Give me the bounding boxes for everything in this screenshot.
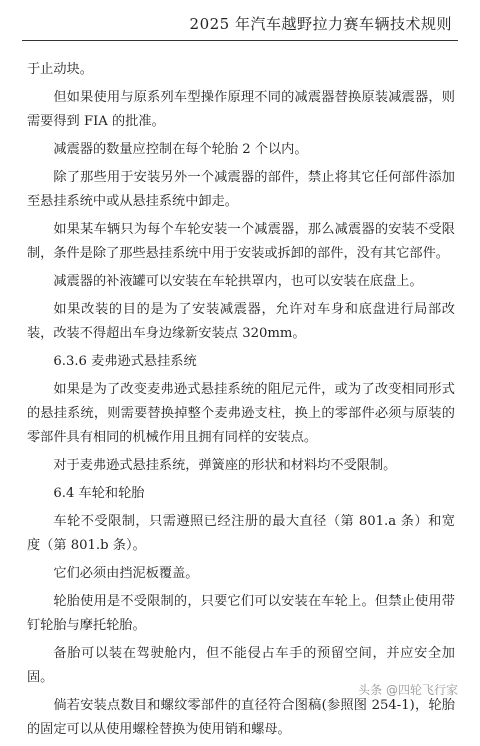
- paragraph: 如果是为了改变麦弗逊式悬挂系统的阻尼元件，或为了改变相同形式的悬挂系统，则需要替换掉整个麦弗逊支柱，换上的零部件必须与原装的零部件具有相同的机械作用且拥有同样的安装点。: [27, 382, 455, 445]
- paragraph: 它们必须由挡泥板覆盖。: [53, 566, 199, 581]
- paragraph: 对于麦弗逊式悬挂系统，弹簧座的形状和材料均不受限制。: [53, 458, 397, 473]
- paragraph: 减震器的补液罐可以安装在车轮拱罩内，也可以安装在底盘上。: [53, 274, 423, 289]
- paragraph: 于止动块。: [27, 62, 93, 77]
- paragraph: 如果某车辆只为每个车轮安装一个减震器，那么减震器的安装不受限制，条件是除了那些悬挂系统中用于安装或拆卸的部件，没有其它部件。: [27, 222, 455, 261]
- page-header: [0, 0, 480, 46]
- paragraph: 倘若安装点数目和螺纹零部件的直径符合图稿(参照图 254-1)，轮胎的固定可以从使用螺栓替换为使用销和螺母。: [27, 698, 455, 737]
- document-body: [27, 58, 455, 746]
- paragraph: 车轮不受限制，只需遵照已经注册的最大直径（第 801.a 条）和宽度（第 801.b 条）。: [27, 514, 455, 553]
- header-title: 2025 年汽车越野拉力赛车辆技术规则: [189, 15, 452, 33]
- paragraph: 除了那些用于安装另外一个减震器的部件，禁止将其它任何部件添加至悬挂系统中或从悬挂系统中卸走。: [27, 170, 455, 209]
- paragraph: 轮胎使用是不受限制的，只要它们可以安装在车轮上。但禁止使用带钉轮胎与摩托轮胎。: [27, 594, 455, 633]
- paragraph: 减震器的数量应控制在每个轮胎 2 个以内。: [53, 142, 308, 157]
- header-divider: [22, 40, 458, 41]
- watermark: 头条 @四轮飞行家: [358, 683, 458, 697]
- section-heading: 6.3.6 麦弗逊式悬挂系统: [53, 354, 197, 369]
- paragraph: 如果改装的目的是为了安装减震器，允许对车身和底盘进行局部改装，改装不得超出车身边缘新安装点 320mm。: [27, 302, 455, 341]
- paragraph: 但如果使用与原系列车型操作原理不同的减震器替换原装减震器，则需要得到 FIA 的批准。: [27, 90, 455, 129]
- section-heading: 6.4 车轮和轮胎: [53, 486, 145, 501]
- paragraph: 备胎可以装在驾驶舱内，但不能侵占车手的预留空间，并应安全加固。: [27, 646, 455, 685]
